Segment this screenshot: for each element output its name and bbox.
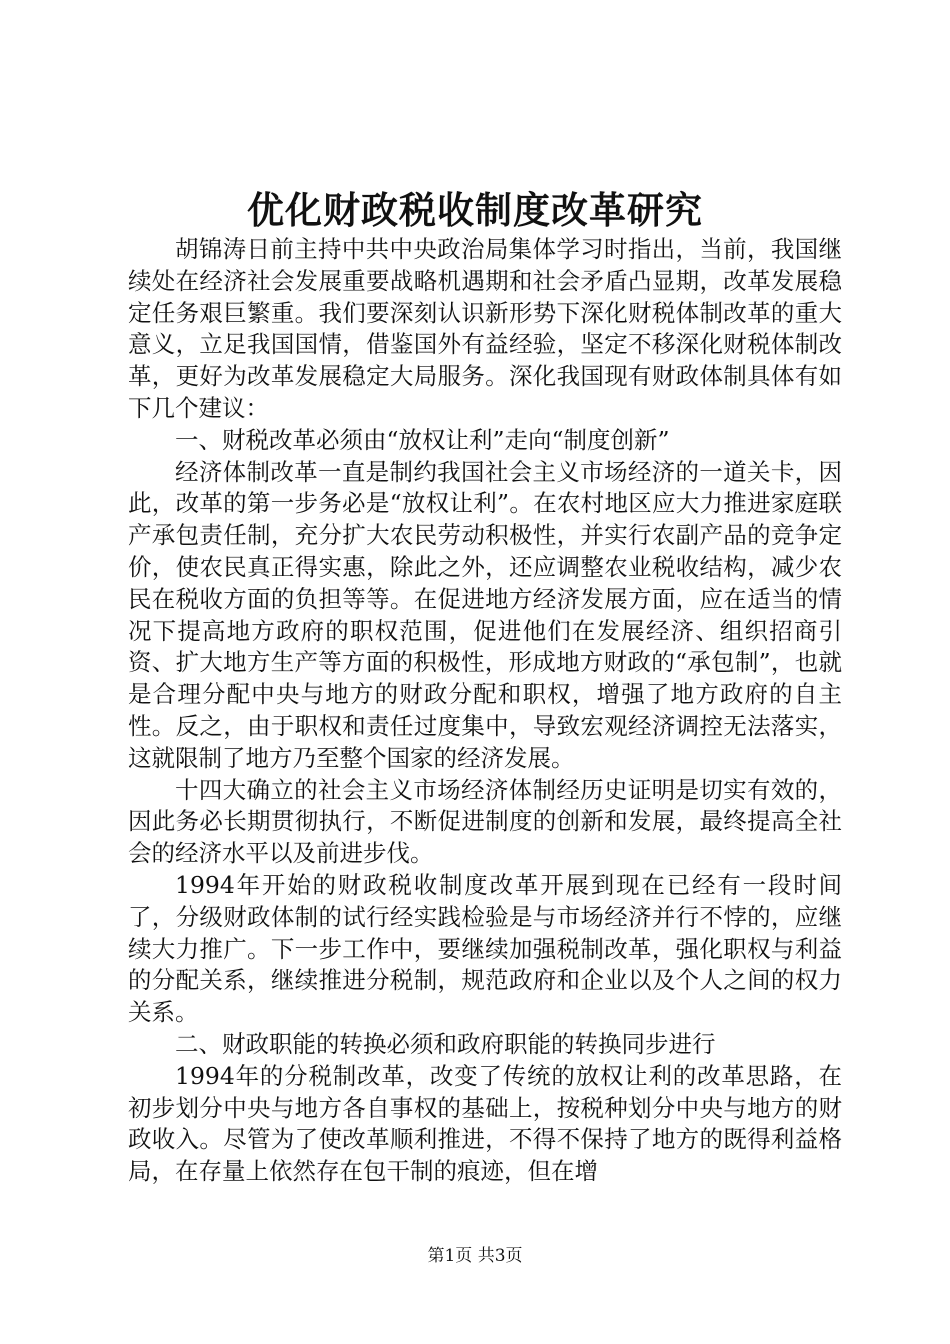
paragraph-intro: 胡锦涛日前主持中共中央政治局集体学习时指出，当前，我国继续处在经济社会发展重要战略机遇期和社会矛盾凸显期，改革发展稳定任务艰巨繁重。我们要深刻认识新形势下深化财税体制改革的重大意义，立足我国国情，借鉴国外有益经验，坚定不移深化财税体制改革，更好为改革发展稳定大局服务。深化我国现有财政体制具体有如下几个建议： [128,235,842,422]
page-footer: 第1页 共3页 [427,1246,523,1266]
document-title: 优化财政税收制度改革研究 [247,188,703,232]
paragraph-reform-first-step: 经济体制改革一直是制约我国社会主义市场经济的一道关卡，因此，改革的第一步务必是“放权让利”。在农村地区应大力推进家庭联产承包责任制，充分扩大农民劳动积极性，并实行农副产品的竞争定价，使农民真正得实惠，除此之外，还应调整农业税收结构，减少农民在税收方面的负担等等。在促进地方经济发展方面，应在适当的情况下提高地方政府的职权范围，促进他们在发展经济、组织招商引资、扩大地方生产等方面的积极性，形成地方财政的“承包制”，也就是合理分配中央与地方的财政分配和职权，增强了地方政府的自主性。反之，由于职权和责任过度集中，导致宏观经济调控无法落实，这就限制了地方乃至整个国家的经济发展。 [128,457,842,772]
paragraph-1994-reform: 1994年开始的财政税收制度改革开展到现在已经有一段时间了，分级财政体制的试行经实践检验是与市场经济并行不悖的，应继续大力推广。下一步工作中，要继续加强税制改革，强化职权与利益的分配关系，继续推进分税制，规范政府和企业以及个人之间的权力关系。 [128,870,842,1027]
document-body [128,234,842,1188]
section-heading-1: 一、财税改革必须由“放权让利”走向“制度创新” [175,425,670,454]
paragraph-fourteenth-congress: 十四大确立的社会主义市场经济体制经历史证明是切实有效的，因此务必长期贯彻执行，不断促进制度的创新和发展，最终提高全社会的经济水平以及前进步伐。 [128,775,842,868]
paragraph-tax-sharing-reform: 1994年的分税制改革，改变了传统的放权让利的改革思路，在初步划分中央与地方各自事权的基础上，按税种划分中央与地方的财政收入。尽管为了使改革顺利推进，不得不保持了地方的既得利益格局，在存量上依然存在包干制的痕迹，但在增 [128,1061,842,1186]
section-heading-2: 二、财政职能的转换必须和政府职能的转换同步进行 [175,1029,716,1058]
